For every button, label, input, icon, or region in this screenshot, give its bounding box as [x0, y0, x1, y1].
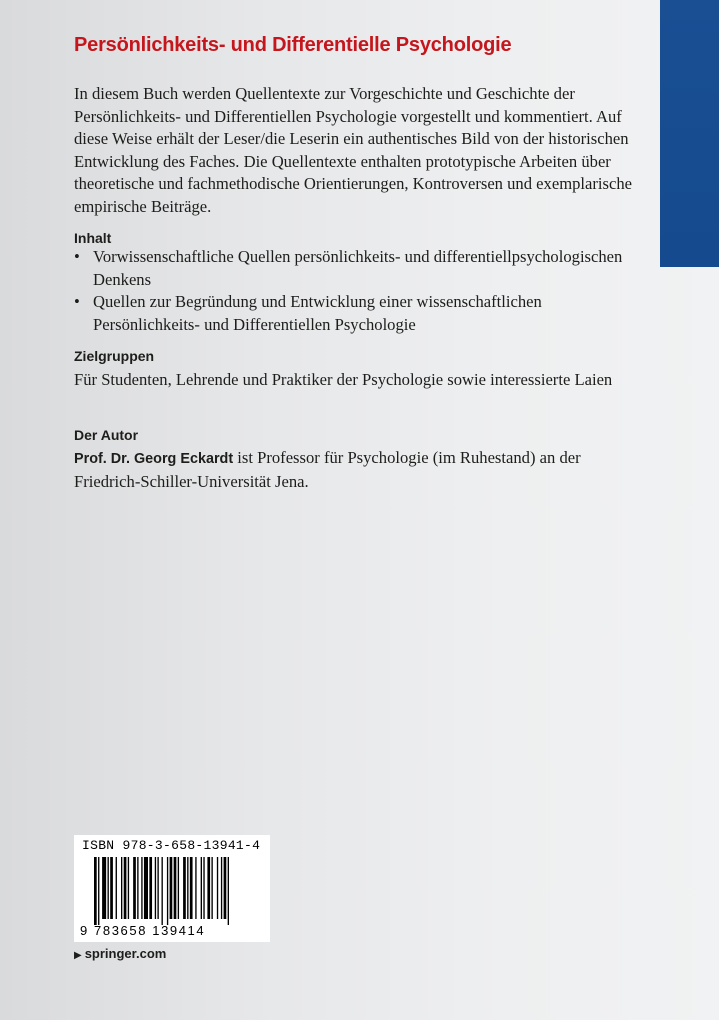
section-heading-autor: Der Autor [74, 427, 139, 443]
contents-list [74, 246, 634, 336]
author-bio: ist Professor für Psychologie (im Ruhestand) an der Friedrich-Schiller-Universität Jena. [74, 448, 581, 491]
accent-bar [660, 0, 719, 267]
bullet-icon: • [74, 292, 80, 311]
page-title: Persönlichkeits- und Differentielle Psychologie [74, 34, 512, 56]
section-heading-zielgruppen: Zielgruppen [74, 348, 155, 364]
intro-paragraph: In diesem Buch werden Quellentexte zur Vorgeschichte und Geschichte der Persönlichkeits- und Differentiellen Psychologie vorgestellt und kommentiert. Auf diese Weise erhält der Leser/die Leserin ein authentisches Bild von der historischen Entwicklung des Faches. Die Quellentexte enthalten prototypische Arbeiten über theoretische und fachmethodische Orientierungen, Kontroversen und exemplarische empirische Beiträge. [74, 84, 632, 216]
springer-link[interactable] [74, 946, 166, 961]
springer-link-text: springer.com [84, 946, 167, 961]
list-item [74, 291, 634, 336]
bullet-icon: • [74, 247, 80, 266]
zielgruppen-text: Für Studenten, Lehrende und Praktiker der Psychologie sowie interessierte Laien [74, 370, 613, 389]
author-name: Prof. Dr. Georg Eckardt [74, 451, 234, 467]
arrow-right-icon: ▶ [74, 950, 82, 961]
list-item-text: Vorwissenschaftliche Quellen persönlichkeits- und differentiellpsychologischen Denkens [93, 247, 623, 289]
section-heading-inhalt: Inhalt [74, 230, 112, 246]
autor-paragraph [74, 447, 634, 493]
isbn-label: ISBN 978-3-658-13941-4 [82, 838, 261, 853]
list-item [74, 246, 634, 291]
barcode-bars [74, 857, 270, 927]
list-item-text: Quellen zur Begründung und Entwicklung einer wissenschaftlichen Persönlichkeits- und Differentiellen Psychologie [93, 292, 542, 334]
isbn-barcode [74, 835, 270, 942]
barcode-digits: 9 783658 139414 [80, 923, 206, 938]
